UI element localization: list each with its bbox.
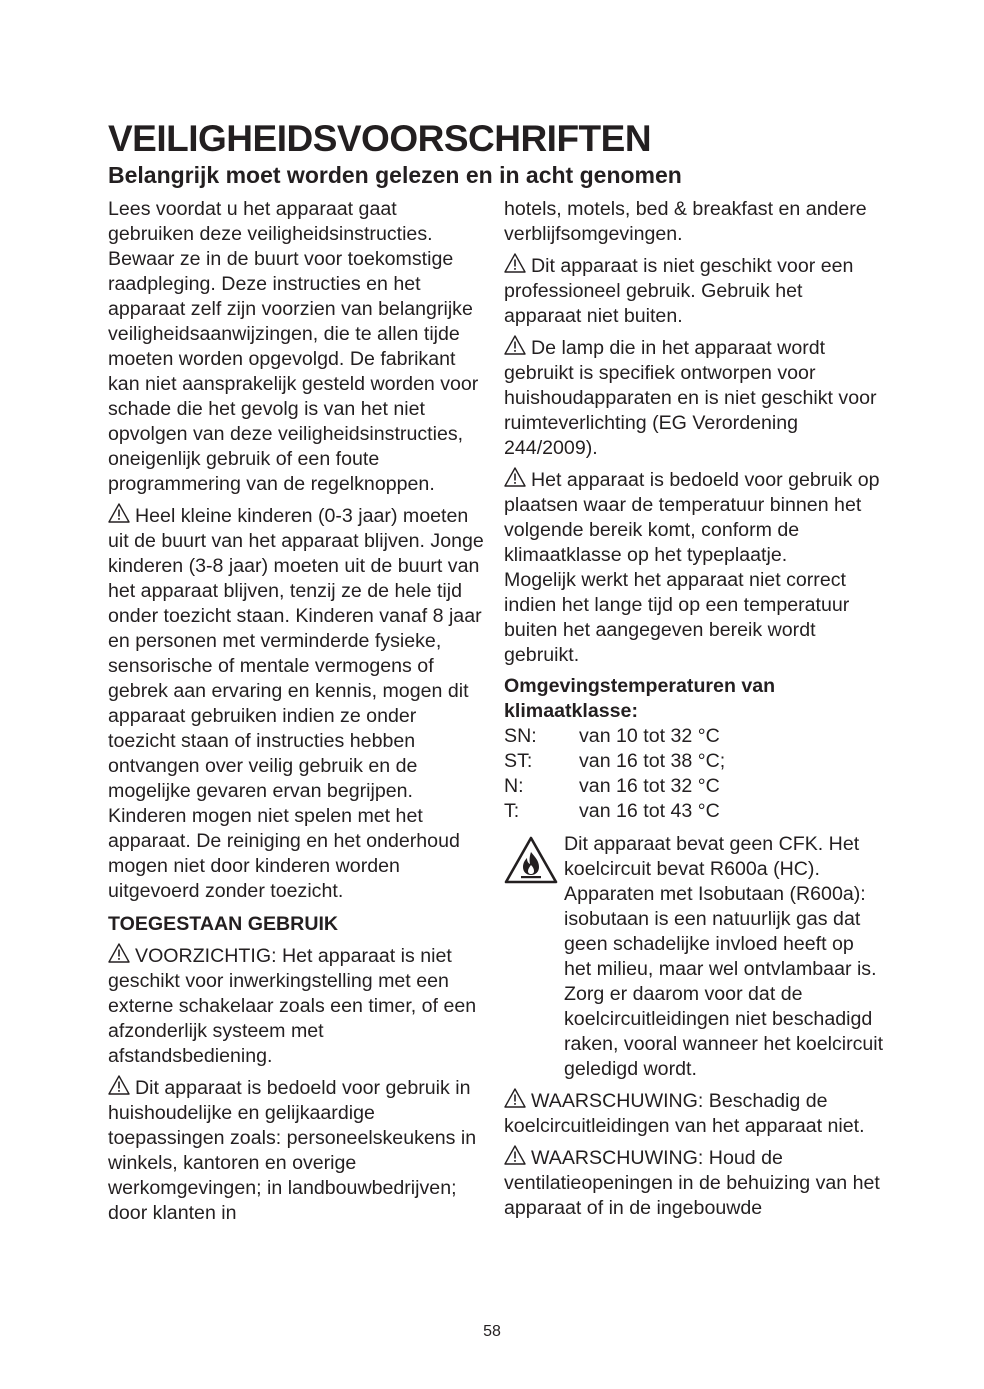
lamp-paragraph	[504, 335, 884, 461]
climate-range: van 10 tot 32 °C	[579, 725, 720, 747]
continuation-paragraph: hotels, motels, bed & breakfast en andere verblijfsomgevingen.	[504, 198, 867, 245]
warning-damage-paragraph	[504, 1088, 884, 1139]
climate-class: T:	[504, 800, 520, 822]
page-subtitle: Belangrijk moet worden gelezen en in acht genomen	[108, 162, 682, 188]
warning-damage-text: WAARSCHUWING: Beschadig de koelcircuitleidingen van het apparaat niet.	[504, 1090, 865, 1137]
warning-ventilation-text: WAARSCHUWING: Houd de ventilatieopeningen in de behuizing van het apparaat of in de ingebouwde	[504, 1147, 880, 1219]
warning-triangle-icon	[504, 467, 528, 487]
table-row	[504, 724, 725, 749]
temperature-paragraph	[504, 467, 884, 568]
temperature-note: Mogelijk werkt het apparaat niet correct indien het lange tijd op een temperatuur buiten het aangegeven bereik wordt gebruikt.	[504, 569, 850, 666]
not-professional-text: Dit apparaat is niet geschikt voor een professioneel gebruik. Gebruik het apparaat niet buiten.	[504, 255, 854, 327]
climate-range: van 16 tot 38 °C;	[579, 750, 726, 772]
warning-triangle-icon	[108, 503, 132, 523]
warning-triangle-icon	[504, 1145, 528, 1165]
children-warning-text: Heel kleine kinderen (0-3 jaar) moeten uit de buurt van het apparaat blijven. Jonge kinderen (3-8 jaar) moeten uit de buurt van het apparaat blijven, tenzij ze de hele tijd onder toezicht staan. Kinderen vanaf 8 jaar en personen met verminderde fysieke, sensorische of mentale vermogens of gebrek aan ervaring en kennis, mogen dit apparaat gebruiken indien ze onder toezicht staan of instructies hebben ontvangen over veilig gebruik en de mogelijke gevaren ervan begrijpen. Kinderen mogen niet spelen met het apparaat. De reiniging en het onderhoud mogen niet door kinderen worden uitgevoerd zonder toezicht.	[108, 505, 484, 902]
table-row	[504, 799, 725, 824]
warning-triangle-icon	[504, 253, 528, 273]
flammable-warning-icon	[504, 832, 564, 1082]
climate-class: SN:	[504, 725, 537, 747]
not-professional-paragraph	[504, 253, 884, 329]
climate-range: van 16 tot 32 °C	[579, 775, 720, 797]
temperature-text: Het apparaat is bedoeld voor gebruik op plaatsen waar de temperatuur binnen het volgende bereik komt, conform de klimaatklasse op het typeplaatje.	[504, 469, 880, 566]
climate-heading: Omgevingstemperaturen van klimaatklasse:	[504, 675, 776, 722]
refrigerant-text: Dit apparaat bevat geen CFK. Het koelcircuit bevat R600a (HC). Apparaten met Isobutaan (R600a): isobutaan is een natuurlijk gas dat geen schadelijke invloed heeft op het milieu, maar wel ontvlambaar is. Zorg er daarom voor dat de koelcircuitleidingen niet beschadigd raken, vooral wanneer het koelcircuit geledigd wordt.	[564, 833, 884, 1080]
lamp-text: De lamp die in het apparaat wordt gebruikt is specifiek ontworpen voor huishoudapparaten en is niet geschikt voor ruimteverlichting (EG Verordening 244/2009).	[504, 337, 877, 459]
warning-ventilation-paragraph	[504, 1145, 884, 1221]
table-row	[504, 749, 725, 774]
children-warning	[108, 503, 488, 904]
page-number: 58	[483, 1323, 501, 1340]
climate-class: ST:	[504, 750, 533, 772]
right-column	[504, 197, 884, 1221]
caution-text: VOORZICHTIG: Het apparaat is niet geschikt voor inwerkingstelling met een externe schakelaar zoals een timer, of een afzonderlijk systeem met afstandsbediening.	[108, 945, 477, 1067]
warning-triangle-icon	[108, 943, 132, 963]
allowed-use-heading: TOEGESTAAN GEBRUIK	[108, 913, 339, 935]
household-use-paragraph	[108, 1075, 488, 1226]
warning-triangle-icon	[504, 1088, 528, 1108]
left-column	[108, 197, 488, 1226]
warning-triangle-icon	[504, 335, 528, 355]
household-use-text: Dit apparaat is bedoeld voor gebruik in huishoudelijke en gelijkaardige toepassingen zoals: personeelskeukens in winkels, kantoren en overige werkomgevingen; in landbouwbedrijven; door klanten in	[108, 1077, 477, 1224]
climate-class: N:	[504, 775, 524, 797]
page-title: VEILIGHEIDSVOORSCHRIFTEN	[108, 118, 652, 159]
climate-range: van 16 tot 43 °C	[579, 800, 720, 822]
caution-paragraph	[108, 943, 488, 1069]
refrigerant-block	[504, 832, 884, 1082]
table-row	[504, 774, 725, 799]
warning-triangle-icon	[108, 1075, 132, 1095]
intro-paragraph: Lees voordat u het apparaat gaat gebruiken deze veiligheidsinstructies. Bewaar ze in de buurt voor toekomstige raadpleging. Deze instructies en het apparaat zelf zijn voorzien van belangrijke veiligheidsaanwijzingen, die te allen tijde moeten worden opgevolgd. De fabrikant kan niet aansprakelijk gesteld worden voor schade die het gevolg is van het niet opvolgen van deze veiligheidsinstructies, oneigenlijk gebruik of een foute programmering van de regelknoppen.	[108, 198, 479, 495]
climate-class-table	[504, 724, 725, 824]
